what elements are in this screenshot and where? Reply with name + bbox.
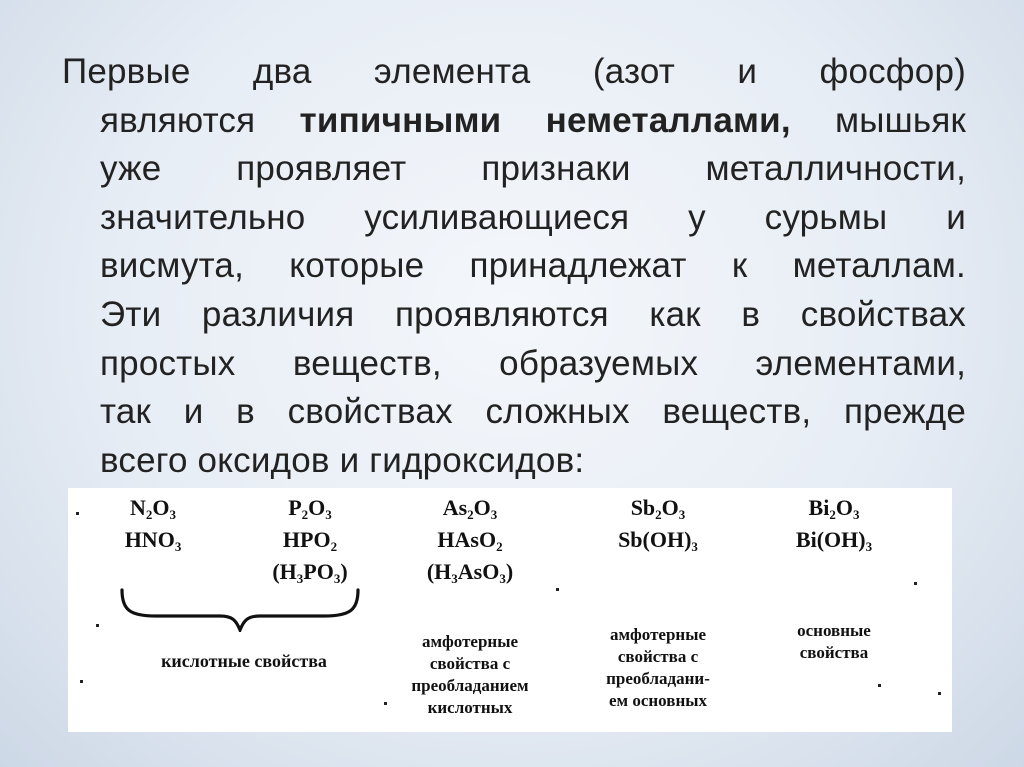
paragraph-line: простых веществ, образуемых элементами, [100,343,966,383]
bismuth-column [774,492,894,556]
antimony-oxide: $Sb_2O_3$ [630,495,686,522]
paragraph-text: являются [100,100,300,140]
scan-speck [938,692,941,695]
nitrogen-oxide: $N_2O_3$ [129,495,176,522]
paragraph-line: висмута, которые принадлежат к металлам. [100,246,966,286]
amphoteric-acidic-label: амфотерные свойства с преобладанием кислотных [411,632,529,717]
antimony-column [588,492,728,556]
acidic-properties-label: кислотные свойства [161,651,327,671]
phosphorus-acid-alt: $(H_3PO_3)$ [272,559,348,586]
paragraph-line: уже проявляет признаки металличности, [100,149,966,189]
scan-speck [914,582,917,585]
scan-speck [556,588,559,591]
phosphorus-column [250,492,370,588]
paragraph-line: значительно усиливающиеся у сурьмы и [100,197,966,237]
antimony-hydroxide: $Sb(OH)_3$ [618,527,698,554]
compounds-table-image [68,488,952,732]
nitrogen-column [108,492,198,556]
scan-speck [76,512,79,515]
basic-properties-label: основные свойства [797,621,871,662]
paragraph-line: так и в свойствах сложных веществ, прежде [100,392,966,432]
scan-speck [80,680,83,683]
amphoteric-basic-label: амфотерные свойства с преобладани- ем основных [606,625,710,710]
scan-speck [878,684,881,687]
bismuth-oxide: $Bi_2O_3$ [808,495,860,522]
paragraph-line [62,97,966,146]
scan-speck [96,624,99,627]
nitrogen-acid: $HNO_3$ [124,527,182,554]
arsenic-oxide: $As_2O_3$ [442,495,498,522]
slide-paragraph [62,48,966,485]
bold-term: типичными неметаллами, [299,100,791,140]
arsenic-acid-alt: $(H_3AsO_3)$ [426,559,514,586]
paragraph-line: всего оксидов и гидроксидов: [100,440,585,480]
arsenic-acid: HAsO$_2$ [437,527,503,554]
scan-speck [384,702,387,705]
arsenic-column [400,492,540,588]
paragraph-line: Первые два элемента (азот и фосфор) [62,52,966,91]
phosphorus-acid: $HPO_2$ [282,527,338,554]
phosphorus-oxide: $P_2O_3$ [288,495,332,522]
curly-brace [116,588,364,632]
paragraph-line: Эти различия проявляются как в свойствах [100,294,966,334]
bismuth-hydroxide: $Bi(OH)_3$ [795,527,873,554]
paragraph-text: мышьяк [790,100,967,140]
